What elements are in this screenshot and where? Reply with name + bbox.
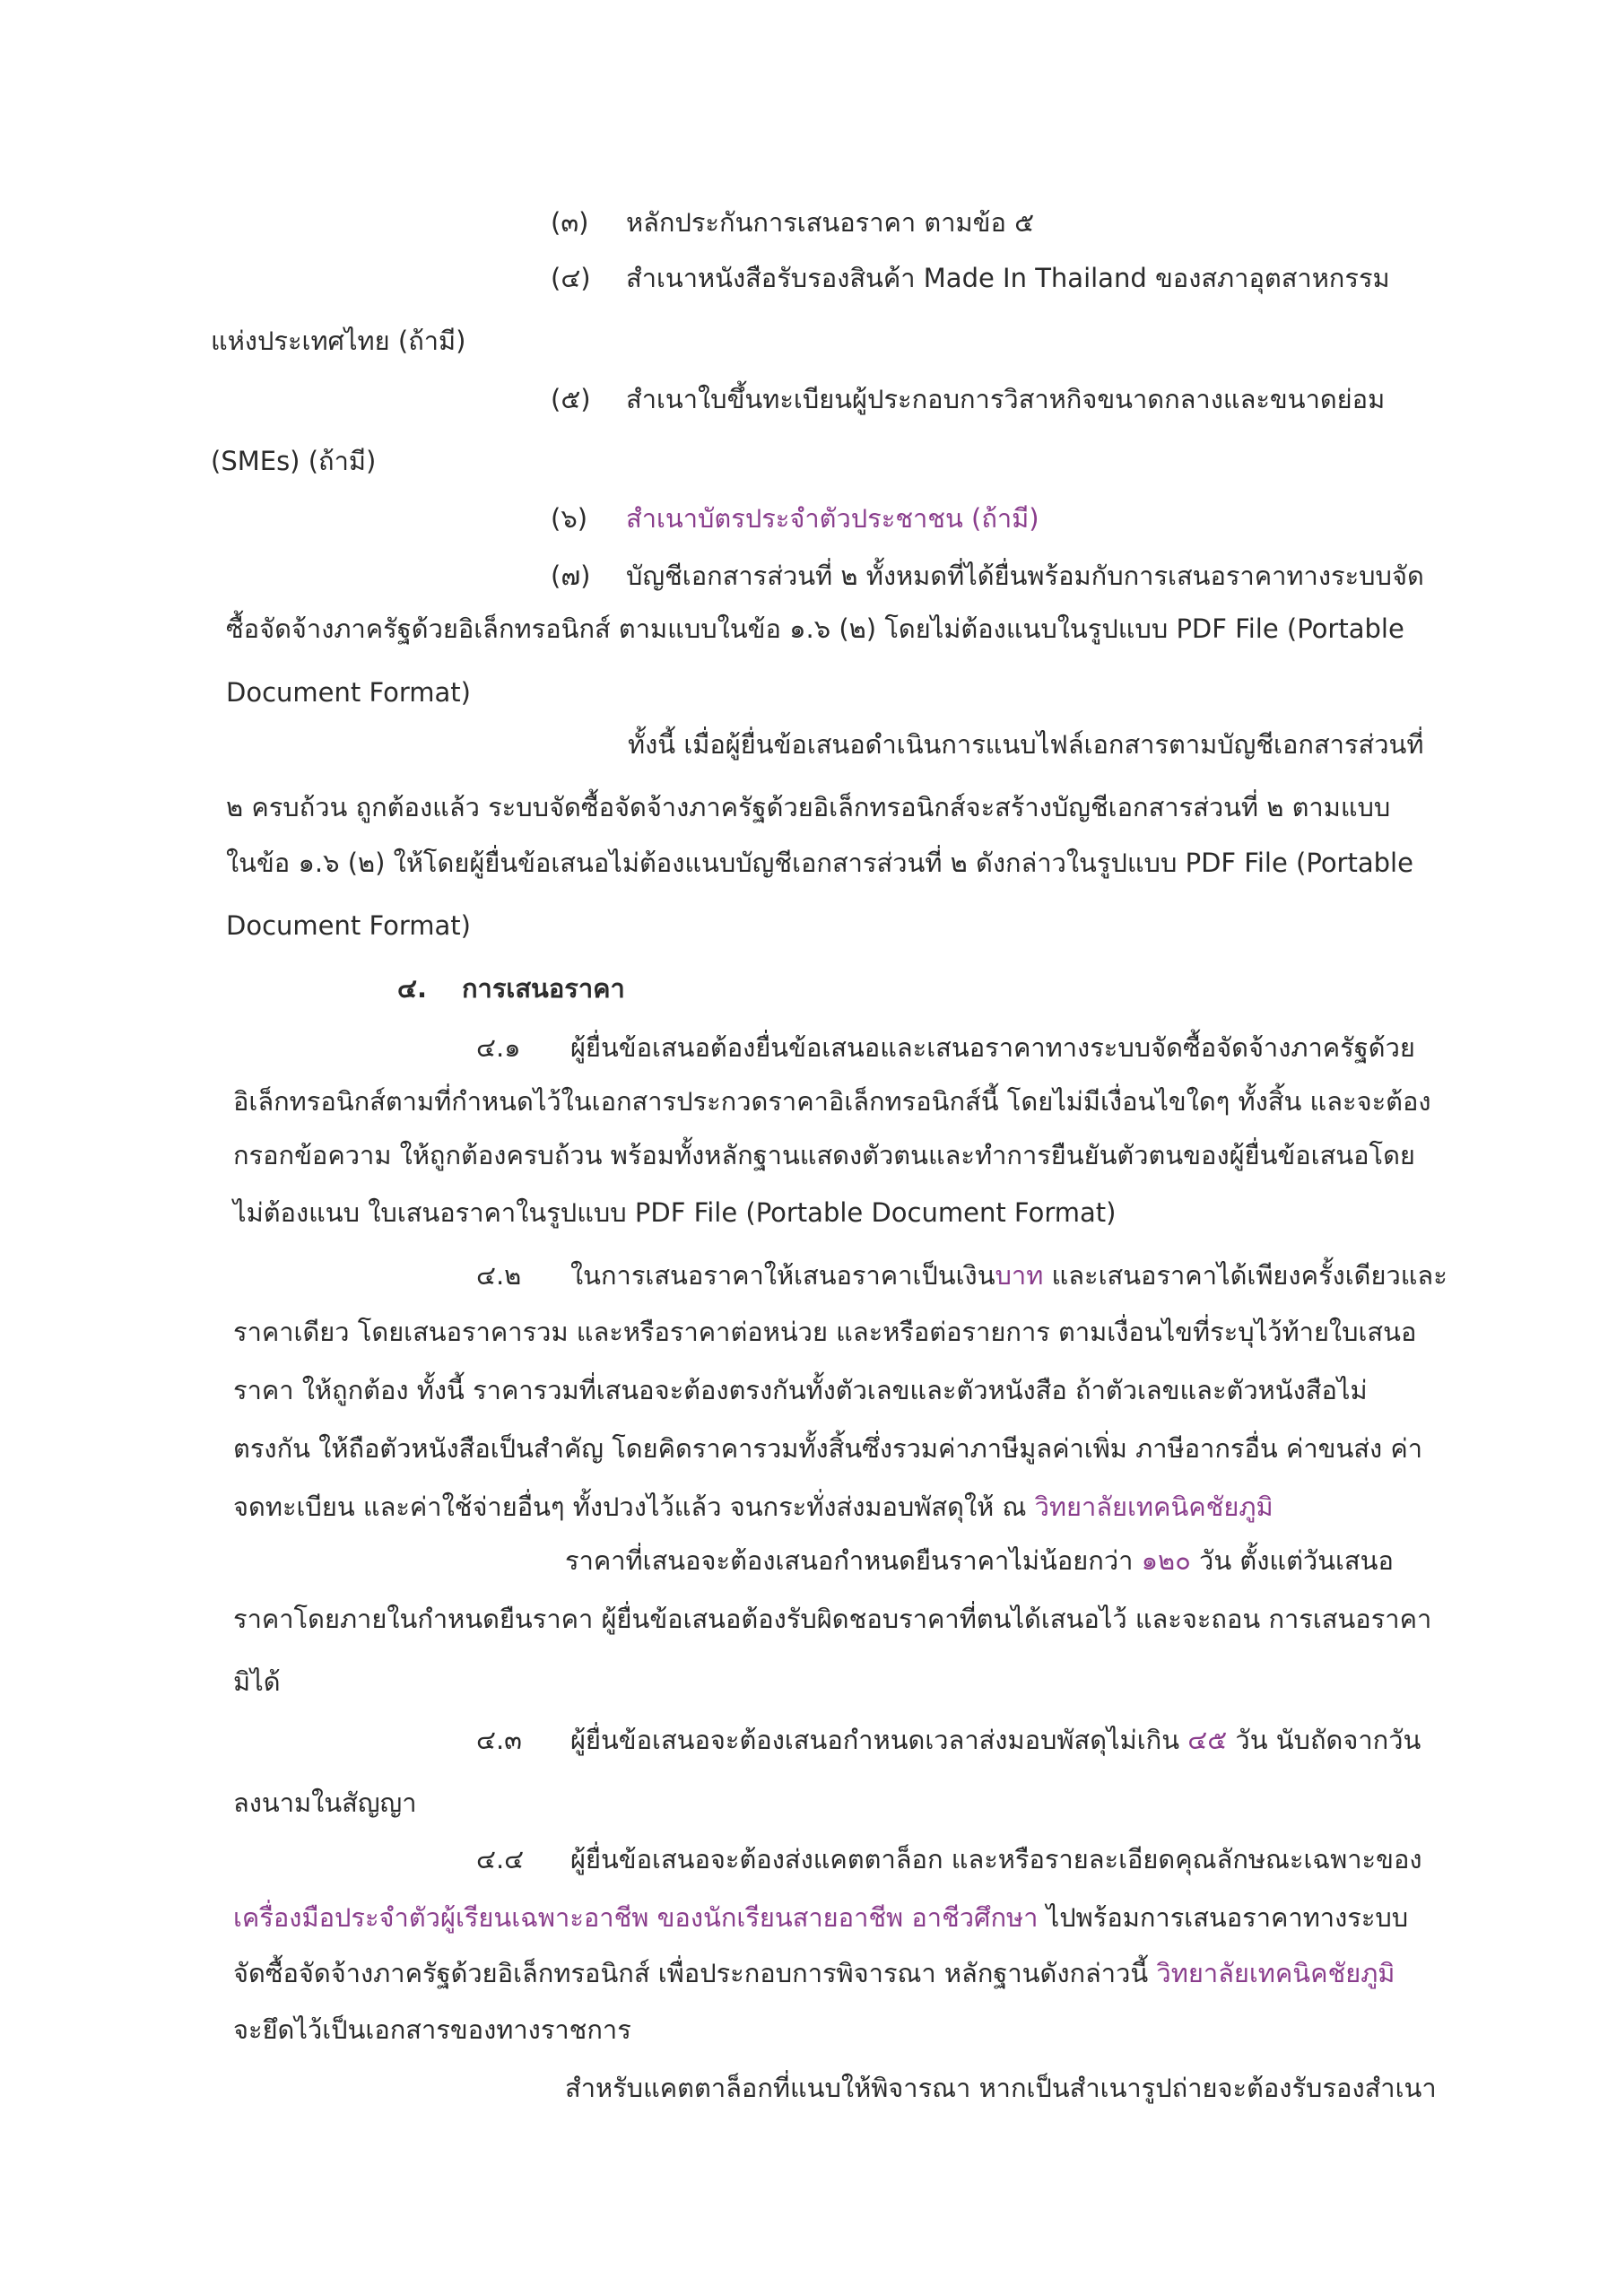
clause-text: ราคาที่เสนอจะต้องเสนอกำหนดยืนราคาไม่น้อยกว่า <box>565 1545 1142 1576</box>
item-5 <box>551 381 1385 417</box>
item-text: สำเนาใบขึ้นทะเบียนผู้ประกอบการวิสาหกิจขนาดกลางและขนาดย่อม <box>626 384 1386 414</box>
item-text: บัญชีเอกสารส่วนที่ ๒ ทั้งหมดที่ได้ยื่นพร้อมกับการเสนอราคาทางระบบจัด <box>626 561 1424 591</box>
note-line: ๒ ครบถ้วน ถูกต้องแล้ว ระบบจัดซื้อจัดจ้างภาครัฐด้วยอิเล็กทรอนิกส์จะสร้างบัญชีเอกสารส่วนที่ ๒ ตามแบบ <box>226 792 1391 822</box>
item-4-continuation: แห่งประเทศไทย (ถ้ามี) <box>211 326 466 356</box>
note-line: Document Format) <box>226 910 471 941</box>
clause-text: จัดซื้อจัดจ้างภาครัฐด้วยอิเล็กทรอนิกส์ เพื่อประกอบการพิจารณา หลักฐานดังกล่าวนี้ <box>233 1958 1157 1988</box>
clause-line: ตรงกัน ให้ถือตัวหนังสือเป็นสำคัญ โดยคิดราคารวมทั้งสิ้นซึ่งรวมค่าภาษีมูลค่าเพิ่ม ภาษีอากรอื่น ค่าขนส่ง ค่า <box>233 1433 1423 1464</box>
section-number: ๔. <box>397 973 427 1004</box>
item-7 <box>551 558 1424 594</box>
clause-4-2 <box>476 1257 1447 1293</box>
clause-4-3 <box>476 1722 1421 1758</box>
item-5-continuation: (SMEs) (ถ้ามี) <box>211 446 377 476</box>
clause-text: จดทะเบียน และค่าใช้จ่ายอื่นๆ ทั้งปวงไว้แล้ว จนกระทั่งส่งมอบพัสดุให้ ณ <box>233 1492 1035 1522</box>
clause-text: ผู้ยื่นข้อเสนอต้องยื่นข้อเสนอและเสนอราคาทางระบบจัดซื้อจัดจ้างภาครัฐด้วย <box>570 1032 1415 1063</box>
item-7-continuation: Document Format) <box>226 677 471 708</box>
note-line: ในข้อ ๑.๖ (๒) ให้โดยผู้ยื่นข้อเสนอไม่ต้องแนบบัญชีเอกสารส่วนที่ ๒ ดังกล่าวในรูปแบบ PDF File (Portable <box>226 848 1413 878</box>
section-title: การเสนอราคา <box>462 973 625 1004</box>
clause-number: ๔.๒ <box>476 1260 522 1291</box>
clause-text: ผู้ยื่นข้อเสนอจะต้องส่งแคตตาล็อก และหรือรายละเอียดคุณลักษณะเฉพาะของ <box>570 1844 1422 1874</box>
clause-line <box>233 1489 1274 1525</box>
clause-text: ผู้ยื่นข้อเสนอจะต้องเสนอกำหนดเวลาส่งมอบพัสดุไม่เกิน <box>570 1725 1188 1755</box>
clause-line: จะยึดไว้เป็นเอกสารของทางราชการ <box>233 2014 631 2045</box>
item-name: เครื่องมือประจำตัวผู้เรียนเฉพาะอาชีพ ของนักเรียนสายอาชีพ อาชีวศึกษา <box>233 1902 1039 1933</box>
clause-text: วัน ตั้งแต่วันเสนอ <box>1190 1545 1394 1576</box>
note-line: ทั้งนี้ เมื่อผู้ยื่นข้อเสนอดำเนินการแนบไฟล์เอกสารตามบัญชีเอกสารส่วนที่ <box>628 729 1424 760</box>
item-4 <box>551 260 1390 296</box>
clause-number: ๔.๔ <box>476 1844 525 1874</box>
organization-name: วิทยาลัยเทคนิคชัยภูมิ <box>1156 1958 1395 1988</box>
clause-line: ไม่ต้องแนบ ใบเสนอราคาในรูปแบบ PDF File (Portable Document Format) <box>233 1197 1117 1228</box>
clause-line: มิได้ <box>233 1666 281 1697</box>
clause-number: ๔.๑ <box>476 1032 521 1063</box>
clause-line <box>565 1543 1394 1578</box>
item-number: (๕) <box>551 384 591 414</box>
clause-line: อิเล็กทรอนิกส์ตามที่กำหนดไว้ในเอกสารประกวดราคาอิเล็กทรอนิกส์นี้ โดยไม่มีเงื่อนไขใดๆ ทั้งสิ้น และจะต้อง <box>233 1086 1431 1117</box>
clause-text: และเสนอราคาได้เพียงครั้งเดียวและ <box>1043 1260 1447 1291</box>
clause-4-4 <box>476 1841 1422 1877</box>
clause-line: กรอกข้อความ ให้ถูกต้องครบถ้วน พร้อมทั้งหลักฐานแสดงตัวตนและทำการยืนยันตัวตนของผู้ยื่นข้อเสนอโดย <box>233 1140 1415 1170</box>
clause-text: วัน นับถัดจากวัน <box>1227 1725 1421 1755</box>
clause-line: ลงนามในสัญญา <box>233 1787 417 1818</box>
currency: บาท <box>995 1260 1044 1291</box>
item-number: (๗) <box>551 561 591 591</box>
clause-text: ไปพร้อมการเสนอราคาทางระบบ <box>1038 1902 1409 1933</box>
item-number: (๖) <box>551 503 588 534</box>
clause-line: ราคาโดยภายในกำหนดยืนราคา ผู้ยื่นข้อเสนอต้องรับผิดชอบราคาที่ตนได้เสนอไว้ และจะถอน การเสนอราคา <box>233 1604 1432 1634</box>
item-number: (๔) <box>551 263 591 293</box>
item-text: สำเนาบัตรประจำตัวประชาชน (ถ้ามี) <box>626 503 1039 534</box>
clause-line <box>233 1900 1408 1935</box>
item-text: สำเนาหนังสือรับรองสินค้า Made In Thailand ของสภาอุตสาหกรรม <box>626 263 1390 293</box>
item-number: (๓) <box>551 207 589 238</box>
section-heading <box>397 970 625 1006</box>
delivery-days: ๔๕ <box>1187 1725 1228 1755</box>
clause-line: สำหรับแคตตาล็อกที่แนบให้พิจารณา หากเป็นสำเนารูปถ่ายจะต้องรับรองสำเนา <box>565 2073 1437 2103</box>
item-6 <box>551 500 1039 536</box>
item-3 <box>551 204 1034 240</box>
item-text: หลักประกันการเสนอราคา ตามข้อ ๕ <box>626 207 1035 238</box>
item-7-continuation: ซื้อจัดจ้างภาครัฐด้วยอิเล็กทรอนิกส์ ตามแบบในข้อ ๑.๖ (๒) โดยไม่ต้องแนบในรูปแบบ PDF File (Portable <box>226 613 1404 644</box>
clause-4-1 <box>476 1030 1415 1065</box>
clause-text: ในการเสนอราคาให้เสนอราคาเป็นเงิน <box>570 1260 995 1291</box>
price-validity-days: ๑๒๐ <box>1141 1545 1191 1576</box>
clause-line: ราคาเดียว โดยเสนอราคารวม และหรือราคาต่อหน่วย และหรือต่อรายการ ตามเงื่อนไขที่ระบุไว้ท้ายใบเสนอ <box>233 1317 1417 1347</box>
clause-line <box>233 1955 1395 1991</box>
organization-name: วิทยาลัยเทคนิคชัยภูมิ <box>1034 1492 1274 1522</box>
clause-number: ๔.๓ <box>476 1725 522 1755</box>
clause-line: ราคา ให้ถูกต้อง ทั้งนี้ ราคารวมที่เสนอจะต้องตรงกันทั้งตัวเลขและตัวหนังสือ ถ้าตัวเลขและตัวหนังสือไม่ <box>233 1375 1368 1405</box>
